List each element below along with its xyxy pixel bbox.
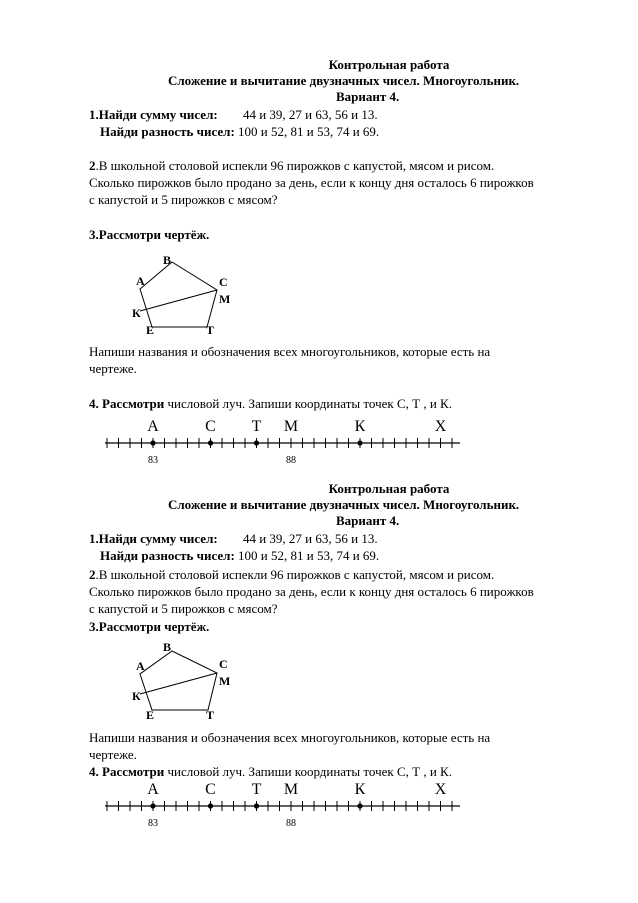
worksheet-subtitle: Сложение и вычитание двузначных чисел. Многоугольник. [168,73,520,88]
number-line-tick-label: 88 [286,455,296,466]
task1-sum-values: 44 и 39, 27 и 63, 56 и 13. [242,531,378,546]
task1-diff-values: 100 и 52, 81 и 53, 74 и 69. [238,124,380,139]
task3-question-line1: Напиши названия и обозначения всех многоугольников, которые есть на [89,344,491,359]
number-line-point-label: М [283,418,299,435]
number-line-point-label: Т [251,781,262,798]
task1-diff-label: Найди разность чисел: [100,124,235,139]
task3-heading: 3.Рассмотри чертёж. [89,227,210,242]
worksheet-title: Контрольная работа [328,481,450,496]
task3-question-line2: чертеже. [89,361,137,376]
vertex-a-label: А [136,659,145,673]
vertex-c-label: С [219,657,228,671]
task2-text: .В школьной столовой испекли 96 пирожков с капустой, мясом и рисом. [95,158,495,173]
vertex-a-label: А [136,274,145,288]
task4-text: числовой луч. Запиши координаты точек С, Т , и К. [164,764,452,779]
task2-number: 2 [89,567,96,582]
number-line-dot [150,803,155,808]
number-line-tick-label: 83 [148,818,158,829]
number-line-point-label: К [354,418,366,435]
number-line-point-label: М [283,781,299,798]
number-line-dot [208,803,213,808]
task4-heading: 4. Рассмотри [89,764,165,779]
vertex-m-label: М [219,292,231,306]
vertex-k-label: К [132,689,141,703]
task2-line2: Сколько пирожков было продано за день, если к концу дня осталось 6 пирожков [89,175,534,190]
task3-heading: 3.Рассмотри чертёж. [89,619,210,634]
vertex-b-label: В [163,253,172,267]
number-line-point-label: Т [251,418,262,435]
worksheet-subtitle: Сложение и вычитание двузначных чисел. Многоугольник. [168,497,520,512]
number-line-point-label: К [354,781,366,798]
vertex-m-label: М [219,674,231,688]
worksheet-title: Контрольная работа [328,57,450,72]
task1-sum-values: 44 и 39, 27 и 63, 56 и 13. [242,107,378,122]
vertex-k-label: К [132,306,141,320]
task1-sum-label: 1.Найди сумму чисел: [89,531,218,546]
task1-diff-label: Найди разность чисел: [100,548,235,563]
number-line-point-label: А [147,781,159,798]
task2-line2: Сколько пирожков было продано за день, если к концу дня осталось 6 пирожков [89,584,534,599]
vertex-e-label: Е [146,323,155,337]
number-line-point-label: С [205,418,216,435]
task4-heading: 4. Рассмотри [89,396,165,411]
task1-sum-label: 1.Найди сумму чисел: [89,107,218,122]
number-line-dot [357,803,362,808]
number-line-point-label: А [147,418,159,435]
vertex-t-label: Т [206,323,215,337]
variant-label: Вариант 4. [336,89,400,104]
task2-number: 2 [89,158,96,173]
task3-question-line2: чертеже. [89,747,137,762]
vertex-t-label: Т [206,708,215,722]
number-line-tick-label: 83 [148,455,158,466]
task2-line3: с капустой и 5 пирожков с мясом? [89,192,278,207]
number-line-point-label: Х [434,781,447,798]
task2-line3: с капустой и 5 пирожков с мясом? [89,601,278,616]
task1-diff-values: 100 и 52, 81 и 53, 74 и 69. [238,548,380,563]
task3-question-line1: Напиши названия и обозначения всех многоугольников, которые есть на [89,730,491,745]
vertex-b-label: В [163,640,172,654]
vertex-e-label: Е [146,708,155,722]
task2-text: .В школьной столовой испекли 96 пирожков с капустой, мясом и рисом. [95,567,495,582]
number-line-tick-label: 88 [286,818,296,829]
number-line-dot [254,803,259,808]
variant-label: Вариант 4. [336,513,400,528]
number-line-point-label: С [205,781,216,798]
task4-text: числовой луч. Запиши координаты точек С, Т , и К. [164,396,452,411]
number-line-point-label: Х [434,418,447,435]
vertex-c-label: С [219,275,228,289]
